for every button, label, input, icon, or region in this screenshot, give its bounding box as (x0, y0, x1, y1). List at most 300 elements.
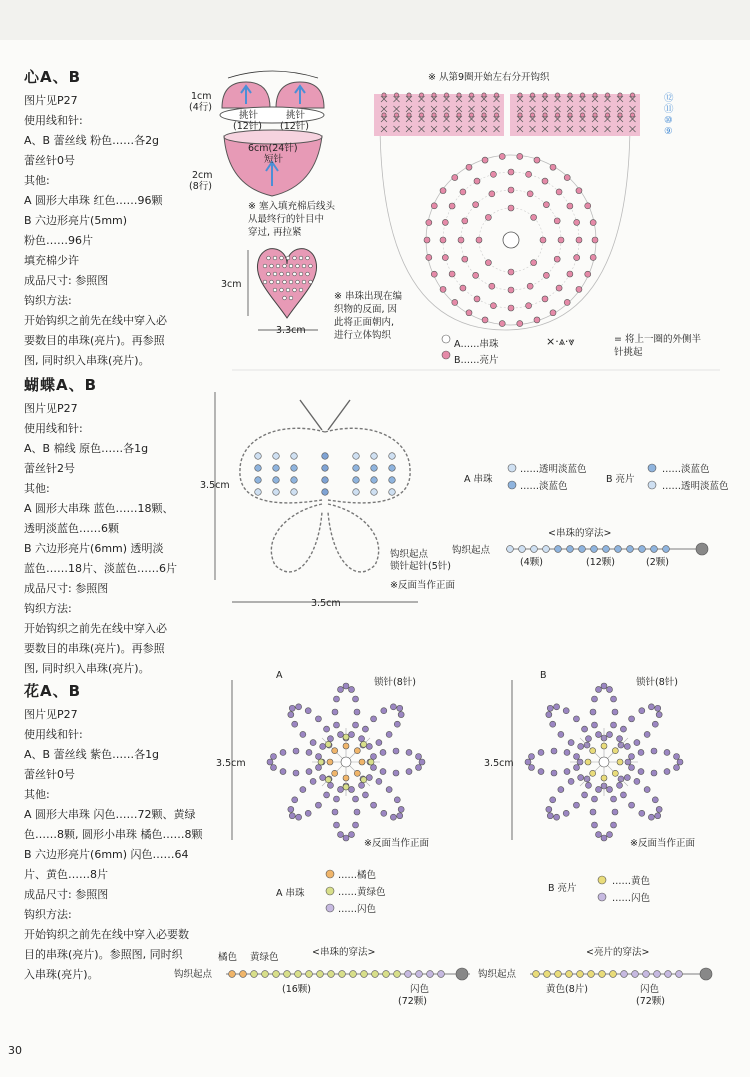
petal-bead (634, 740, 640, 746)
heart-row-12: ⑫ (664, 93, 674, 104)
bead (273, 453, 280, 460)
petal-bead (546, 806, 552, 812)
center-bead (585, 759, 591, 765)
petal-bead (332, 709, 338, 715)
petal-bead (390, 814, 396, 820)
flower-b-item-1: ……黄色 (612, 876, 651, 887)
bead (585, 271, 591, 277)
heart-legend-a: A……串珠 (454, 339, 499, 350)
bead (593, 113, 597, 117)
bead (555, 93, 559, 97)
petal-bead (394, 797, 400, 803)
petal-bead (551, 748, 557, 754)
bead (542, 296, 548, 302)
petal-bead (315, 802, 321, 808)
legend-dot (326, 887, 334, 895)
petal-bead (601, 835, 607, 841)
bead-dot (263, 264, 267, 268)
flower-orange-label: 橘色 (218, 952, 238, 963)
butterfly-count-4: (4颗) (520, 557, 543, 568)
bead (482, 93, 486, 97)
butterfly-a-item-2: ……淡蓝色 (520, 481, 568, 492)
petal-bead (607, 832, 613, 838)
center-bead (343, 743, 349, 749)
bead (291, 477, 298, 484)
string-bead (621, 971, 628, 978)
flower-yg-label: 黄绿色 (250, 952, 279, 963)
bead (576, 188, 582, 194)
petal-bead (362, 726, 368, 732)
bead (382, 93, 386, 97)
bead-dot (289, 296, 293, 300)
petal-bead (648, 814, 654, 820)
petal-bead (353, 822, 359, 828)
bead (534, 157, 540, 163)
bead (449, 203, 455, 209)
bead (382, 113, 386, 117)
bead (605, 113, 609, 117)
legend-dot (648, 464, 656, 472)
bead (474, 178, 480, 184)
petal-bead (651, 770, 657, 776)
center-bead (368, 759, 374, 765)
bead (473, 202, 479, 208)
heart-rows-8: (8行) (189, 181, 212, 192)
bead (580, 113, 584, 117)
petal-bead (596, 732, 602, 738)
petal-bead (270, 754, 276, 760)
string-bead (328, 971, 335, 978)
petal-bead (612, 809, 618, 815)
legend-dot (508, 464, 516, 472)
center-bead (361, 741, 367, 747)
string-bead (544, 971, 551, 978)
petal-bead (353, 722, 359, 728)
center-bead (327, 759, 333, 765)
petal-bead (315, 716, 321, 722)
bead-dot (280, 272, 284, 276)
flower-count-16: (16颗) (282, 984, 312, 995)
string-bead (531, 546, 538, 553)
petal-bead (617, 736, 623, 742)
bead (407, 113, 411, 117)
bead (567, 271, 573, 277)
string-bead (229, 971, 236, 978)
petal-bead (546, 712, 552, 718)
legend-bead-b (442, 351, 450, 359)
bead (526, 303, 532, 309)
center-bead (325, 741, 331, 747)
bead (255, 489, 262, 496)
string-bead (533, 971, 540, 978)
string-bead (317, 971, 324, 978)
bead (564, 175, 570, 181)
petal-bead (617, 782, 623, 788)
petal-bead (664, 749, 670, 755)
bead-dot (309, 280, 313, 284)
petal-bead (620, 792, 626, 798)
bead (618, 113, 622, 117)
bead-dot (267, 256, 271, 260)
bead (444, 113, 448, 117)
petal-bead (629, 802, 635, 808)
petal-bead (296, 704, 302, 710)
bead (567, 203, 573, 209)
center-bead (332, 770, 338, 776)
center-bead (359, 759, 365, 765)
bead (322, 465, 329, 472)
butterfly-instructions: 图片见P27 使用线和针: A、B 棉线 原色……各1g 蕾丝针2号 其他: A 圆形大串珠 蓝色……18颗、 透明淡蓝色……6颗 B 六边形亮片(6mm) 透明淡 蓝色……18片、淡蓝色……6片 成品尺寸: 参照图 钩织方法: 开始钩织之前先在线中穿入必 要数目的串珠(亮片)。再参照 图, 同时织入串珠(亮片)。 (24, 402, 177, 675)
heart-fill-note: ※ 塞入填充棉后线头 从最终行的针目中 穿过, 再拉紧 (248, 201, 335, 238)
legend-dot (598, 893, 606, 901)
bead-dot (270, 264, 274, 268)
petal-bead (628, 765, 634, 771)
string-bead (615, 546, 622, 553)
butterfly-a-label: A 串珠 (464, 474, 493, 485)
flower-start-b: 钩织起点 (478, 969, 517, 980)
petal-bead (338, 832, 344, 838)
bead (473, 272, 479, 278)
string-bead (350, 971, 357, 978)
yarn-ball-icon (700, 968, 712, 980)
petal-bead (333, 696, 339, 702)
bead (590, 254, 596, 260)
center-bead (590, 770, 596, 776)
petal-bead (639, 708, 645, 714)
petal-bead (611, 722, 617, 728)
petal-bead (370, 754, 376, 760)
string-bead (654, 971, 661, 978)
legend-dot (326, 870, 334, 878)
heart-pick-right-count: (12针) (280, 121, 310, 132)
petal-bead (628, 754, 634, 760)
flower-instructions: 图片见P27 使用线和针: A、B 蕾丝线 紫色……各1g 蕾丝针0号 其他: A 圆形大串珠 闪色……72颗、黄绿 色……8颗, 圆形小串珠 橘色……8颗 B 六边形亮片(6mm) 闪色……64 片、黄色……8片 成品尺寸: 参照图 钩织方法: 开始钩织之前先在线中穿入必要数 目的串珠(亮片)。参照图, 同时织 入串珠(亮片)。 (24, 708, 203, 981)
string-bead (651, 546, 658, 553)
bead (593, 93, 597, 97)
petal-bead (306, 769, 312, 775)
petal-bead (568, 778, 574, 784)
petal-bead (406, 769, 412, 775)
bead (499, 153, 505, 159)
petal-bead (354, 709, 360, 715)
bead-dot (280, 256, 284, 260)
flower-b-item-2: ……闪色 (612, 893, 651, 904)
bead (424, 237, 430, 243)
petal-bead (305, 708, 311, 714)
petal-bead (327, 736, 333, 742)
stitch-symbols-icon: ⨯·⩓·⩔ (546, 335, 575, 348)
petal-bead (563, 810, 569, 816)
petal-bead (293, 770, 299, 776)
bead (431, 271, 437, 277)
bead-dot (263, 280, 267, 284)
petal-bead (300, 787, 306, 793)
bead (449, 271, 455, 277)
petal-bead (607, 686, 613, 692)
bead (426, 220, 432, 226)
bead (440, 237, 446, 243)
center-bead (343, 784, 349, 790)
flower-seq-title: <亮片的穿法> (586, 947, 650, 958)
heart-pick-left: 挑针 (239, 110, 259, 121)
bead (255, 453, 262, 460)
bead (517, 321, 523, 327)
bead (482, 317, 488, 323)
petal-bead (585, 782, 591, 788)
bead (605, 93, 609, 97)
bead (389, 465, 396, 472)
center-bead (612, 770, 618, 776)
heart-instructions: 图片见P27 使用线和针: A、B 蕾丝线 粉色……各2g 蕾丝针0号 其他: A 圆形大串珠 红色……96颗 B 六边形亮片(5mm) 粉色……96片 填充棉少许 成品尺寸: 参照图 钩织方法: 开始钩织之前先在线中穿入必 要数目的串珠(亮片)。再参照 图, 同时织入串珠(亮片)。 (24, 94, 167, 367)
flower-b-chain: 锁针(8针) (636, 677, 678, 688)
petal-bead (419, 759, 425, 765)
flower-a-item-3: ……闪色 (338, 904, 377, 915)
petal-bead (397, 705, 403, 711)
heart-row-10: ⑩ (664, 115, 673, 126)
petal-bead (574, 765, 580, 771)
bead-dot (273, 288, 277, 292)
flower-a-label: A 串珠 (276, 888, 305, 899)
flower-a-tag: A (276, 670, 283, 681)
heart-crochet-chart (374, 93, 640, 359)
petal-bead (601, 683, 607, 689)
petal-bead (349, 832, 355, 838)
petal-bead (300, 731, 306, 737)
petal-bead (349, 732, 355, 738)
bead-dot (276, 280, 280, 284)
petal-bead (582, 792, 588, 798)
string-bead (632, 971, 639, 978)
petal-bead (596, 832, 602, 838)
bead (530, 113, 534, 117)
bead-dot (293, 272, 297, 276)
petal-bead (416, 754, 422, 760)
petal-bead (664, 769, 670, 775)
bead-dot (296, 280, 300, 284)
bead (543, 272, 549, 278)
petal-bead (406, 749, 412, 755)
string-bead (676, 971, 683, 978)
petal-bead (551, 770, 557, 776)
petal-bead (674, 754, 680, 760)
bead (394, 93, 398, 97)
petal-bead (310, 740, 316, 746)
petal-bead (648, 704, 654, 710)
petal-bead (333, 822, 339, 828)
bead (419, 93, 423, 97)
petal-bead (338, 786, 344, 792)
petal-bead (381, 708, 387, 714)
center-bead (361, 777, 367, 783)
bead (508, 305, 514, 311)
petal-bead (554, 814, 560, 820)
bead (273, 465, 280, 472)
string-bead (599, 971, 606, 978)
petal-bead (644, 731, 650, 737)
bead (530, 93, 534, 97)
petal-bead (390, 704, 396, 710)
petal-bead (354, 809, 360, 815)
bead (322, 489, 329, 496)
bead (526, 171, 532, 177)
bead-dot (302, 280, 306, 284)
bead (518, 93, 522, 97)
flower-b-reverse: ※反面当作正面 (630, 838, 695, 849)
butterfly-count-12: (12颗) (586, 557, 616, 568)
heart-dim-33: 3.3cm (276, 325, 306, 336)
petal-bead (655, 705, 661, 711)
bead (489, 191, 495, 197)
bead (353, 489, 360, 496)
bead (389, 477, 396, 484)
bead (574, 255, 580, 261)
petal-bead (267, 759, 273, 765)
bead-dot (273, 272, 277, 276)
bead-dot (306, 256, 310, 260)
bead-dot (296, 264, 300, 268)
petal-bead (634, 778, 640, 784)
petal-bead (651, 748, 657, 754)
bead (508, 269, 514, 275)
bead (485, 260, 491, 266)
bead (527, 283, 533, 289)
bead-dot (309, 264, 313, 268)
heart-row9-note: ※ 从第9圈开始左右分开钩织 (428, 72, 550, 83)
petal-bead (591, 822, 597, 828)
bead (273, 489, 280, 496)
bead (564, 299, 570, 305)
bead (494, 93, 498, 97)
petal-bead (333, 796, 339, 802)
bead (291, 465, 298, 472)
petal-bead (349, 786, 355, 792)
bead (353, 465, 360, 472)
bead-dot (276, 264, 280, 268)
flower-title: 花A、B (24, 682, 82, 700)
petal-bead (624, 743, 630, 749)
petal-bead (280, 769, 286, 775)
heart-row-9: ⑨ (664, 126, 673, 137)
bead (457, 113, 461, 117)
yarn-ball-icon (456, 968, 468, 980)
petal-bead (416, 765, 422, 771)
bead-dot (286, 288, 290, 292)
petal-bead (655, 813, 661, 819)
petal-bead (386, 731, 392, 737)
bead (585, 203, 591, 209)
bead (442, 219, 448, 225)
bead (460, 285, 466, 291)
bead (255, 477, 262, 484)
legend-dot (326, 904, 334, 912)
bead (518, 113, 522, 117)
petal-bead (611, 696, 617, 702)
bead-dot (289, 280, 293, 284)
petal-bead (289, 813, 295, 819)
petal-bead (656, 806, 662, 812)
petal-bead (607, 786, 613, 792)
bead (371, 453, 378, 460)
bead (580, 93, 584, 97)
petal-bead (393, 748, 399, 754)
bead (431, 203, 437, 209)
center-bead (601, 743, 607, 749)
bead (592, 237, 598, 243)
heart-flat-shape (248, 249, 318, 330)
bead (556, 189, 562, 195)
petal-bead (596, 686, 602, 692)
flower-a-chain: 锁针(8针) (374, 677, 416, 688)
bead (353, 477, 360, 484)
center-bead (318, 759, 324, 765)
bead (462, 256, 468, 262)
bead (389, 453, 396, 460)
center-ring (599, 757, 609, 767)
bead (534, 317, 540, 323)
bead (371, 465, 378, 472)
heart-dim-6cm: 6cm(24针) (248, 143, 298, 154)
bead (630, 113, 634, 117)
petal-bead (333, 722, 339, 728)
heart-bead-note: ※ 串珠出现在编 织物的反面, 因 此将正面朝内, 进行立体钩织 (334, 291, 402, 341)
petal-bead (359, 736, 365, 742)
petal-bead (611, 822, 617, 828)
petal-bead (525, 759, 531, 765)
petal-bead (568, 740, 574, 746)
petal-bead (320, 743, 326, 749)
bead (517, 153, 523, 159)
petal-bead (343, 835, 349, 841)
petal-bead (296, 814, 302, 820)
butterfly-thread-title: <串珠的穿法> (548, 528, 612, 539)
petal-bead (349, 686, 355, 692)
petal-bead (324, 792, 330, 798)
flower-b-label: B 亮片 (548, 883, 577, 894)
legend-dot (648, 481, 656, 489)
petal-bead (554, 704, 560, 710)
petal-bead (638, 769, 644, 775)
petal-bead (343, 683, 349, 689)
string-bead (577, 971, 584, 978)
string-bead (588, 971, 595, 978)
string-bead (339, 971, 346, 978)
string-bead (665, 971, 672, 978)
bead (508, 187, 514, 193)
string-bead (240, 971, 247, 978)
legend-dot (598, 876, 606, 884)
bead (527, 191, 533, 197)
bead-dot (302, 264, 306, 268)
bead-dot (299, 272, 303, 276)
heart-dim-2cm: 2cm (192, 170, 213, 181)
flower-a-chart (232, 680, 425, 841)
petal-bead (656, 712, 662, 718)
bead (462, 218, 468, 224)
center-bead (325, 777, 331, 783)
heart-dim-1cm: 1cm (191, 91, 212, 102)
petal-bead (639, 810, 645, 816)
bead (490, 171, 496, 177)
petal-bead (652, 797, 658, 803)
center-bead (590, 748, 596, 754)
flower-a-item-2: ……黄绿色 (338, 887, 386, 898)
petal-bead (366, 743, 372, 749)
petal-bead (624, 775, 630, 781)
petal-bead (638, 749, 644, 755)
petal-bead (338, 686, 344, 692)
petal-bead (591, 722, 597, 728)
bead (508, 287, 514, 293)
